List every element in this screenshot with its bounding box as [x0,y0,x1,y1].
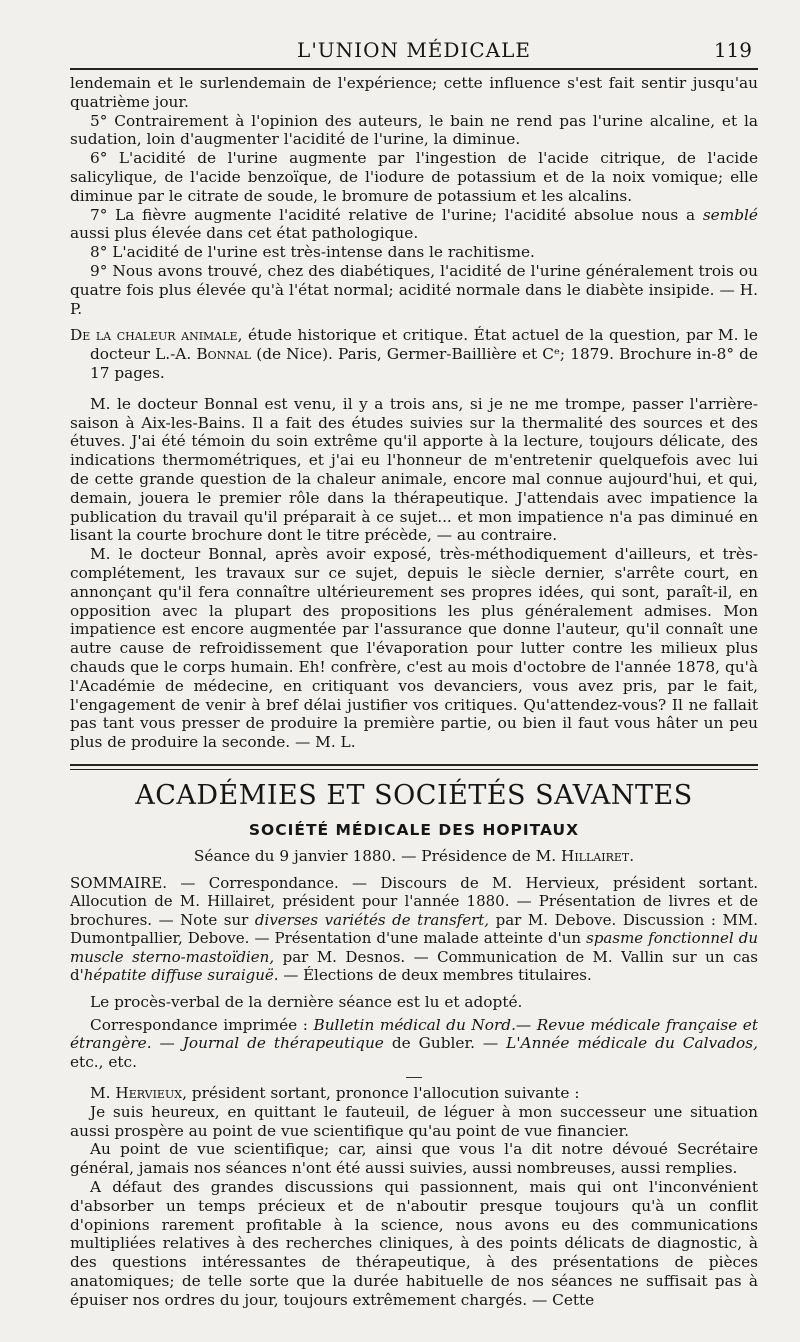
text-run: Séance du 9 janvier 1880. — Présidence de M. [193,846,557,865]
text-run: par M. Desnos. — Communication de M. Vallin sur un cas d' [70,947,758,985]
text-run: aussi plus élevée dans cet état pathologique. [70,224,419,243]
text-run: (de Nice). Paris, Germer-Baillière et Cᵉ; 1879. Brochure in-8° de 17 pages. [90,345,758,382]
text-run: — Élections de deux membres titulaires. [283,966,592,985]
text-run: par M. Debove. Discussion : MM. Dumontpallier, Debove. — Présentation d'une malade atteinte d'un [70,910,758,948]
sommaire [70,874,758,985]
paragraph: Au point de vue scientifique; car, ainsi que vous l'a dit notre dévoué Secrétaire général, jamais nos séances n'ont été aussi suivies, aussi nombreuses, aussi remplies. [70,1140,758,1178]
text-run: de Gubler. — [391,1034,499,1053]
president-name: Hillairet [560,846,630,865]
paragraph: Le procès-verbal de la dernière séance est lu et adopté. [90,992,523,1011]
text-run: — [159,1034,175,1053]
paragraph: A défaut des grandes discussions qui passionnent, mais qui ont l'inconvénient d'absorber un temps précieux et de n'aboutir presque toujours qu'à un conflit d'opinions rarement profitable à la science, nous avons eu des communications multipliées relatives à des recherches cliniques, à des points délicats de diagnostic, à des questions intéressantes de thérapeutique, à des présentations de pièces anatomiques; de telle sorte que la durée habituelle de nos séances ne suffisait pas à épuiser nos ordres du jour, toujours extrêmement chargés. — Cette [70,1178,758,1309]
session-line [70,847,758,865]
page-number: 119 [713,38,752,62]
italic-title: Bulletin médical du Nord.— Revue médicale française et étrangère. [70,1015,758,1053]
text-run: SOMMAIRE. — Correspondance. — Discours de M. Hervieux, président sortant. Allocution de M. Hillairet, président pour l'année 1880. — Présentation de livres et de brochures. — Note sur [70,873,758,929]
paragraph: 8° L'acidité de l'urine est très-intense dans le rachitisme. [90,243,535,262]
sommaire-text [70,874,758,985]
review-title [70,326,758,382]
paragraph: M. le docteur Bonnal est venu, il y a trois ans, si je ne me trompe, passer l'arrière-saison à Aix-les-Bains. Il a fait des études suivies sur la thermalité des sources et des étuves. J'ai été témoin du soin extrême qu'il apporte à la lecture, toujours délicate, des indications thermométriques, et j'ai eu l'honneur de m'entretenir quelquefois avec lui de cette grande question de la chaleur animale, encore mal connue aujourd'hui, et qui, demain, jouera le premier rôle dans la thérapeutique. J'attendais avec impatience la publication du travail qu'il préparait à ce sujet... et mon impatience n'a pas diminué en lisant la courte brochure dont le titre précède, — au contraire. [70,394,758,545]
paragraph [70,1016,758,1072]
header-rule [70,68,758,70]
paragraph [70,1084,758,1103]
section-rule [70,764,758,770]
text-run: . [629,846,635,865]
italic-title: Journal de thérapeutique [182,1034,384,1053]
italic-word: semblé [702,205,758,224]
italic-title: L'Année médicale du Calvados, [506,1034,758,1053]
speaker-name: M. Hervieux [90,1084,183,1103]
italic-title: hépatite diffuse suraiguë. [83,966,279,985]
paragraph: 5° Contrairement à l'opinion des auteurs, le bain ne rend pas l'urine alcaline, et la sudation, loin d'augmenter l'acidité de l'urine, la diminue. [70,111,758,149]
page-header [70,30,758,68]
paragraph: M. le docteur Bonnal, après avoir exposé, très-méthodiquement d'ailleurs, et très-complétement, les travaux sur ce sujet, depuis le siècle dernier, s'arrête court, en annonçant qu'il fera connaître ultérieurement ses propres idées, qui sont, paraît-il, en opposition avec la plupart des propositions les plus généralement admises. Mon impatience est encore augmentée par l'assurance que donne l'auteur, qu'il connaît une autre cause de refroidissement que l'évaporation pour lutter contre les milieux plus chauds que le corps humain. Eh! confrère, c'est au mois d'octobre de l'année 1878, qu'à l'Académie de médecine, en critiquant vos devanciers, vous avez pris, par le fait, l'engagement de venir à bref délai justifier vos critiques. Qu'attendez-vous? Il ne fallait pas tant vous presser de produire la première partie, ou bien il faut vous hâter un peu plus de produire la seconde. — M. L. [70,545,758,752]
paragraph: 9° Nous avons trouvé, chez des diabétiques, l'acidité de l'urine généralement trois ou quatre fois plus élevée qu'à l'état normal; acidité normale dans le diabète insipide. — H. P. [70,261,758,318]
running-title: L'UNION MÉDICALE [297,38,531,62]
society-title: SOCIÉTÉ MÉDICALE DES HOPITAUX [248,820,580,839]
paragraph [70,206,758,244]
text-run: etc., etc. [70,1053,137,1072]
italic-title: diverses variétés de transfert, [254,910,490,929]
author-name: Bonnal [196,345,252,364]
paragraph: lendemain et le surlendemain de l'expérience; cette influence s'est fait sentir jusqu'au quatrième jour. [70,74,758,111]
divider [406,1077,422,1078]
text-run: , étude historique et critique. État actuel de la question, par M. le docteur [90,326,758,364]
review-title-subject: la chaleur animale [95,326,238,345]
author-initials: L.-A. [155,345,192,364]
text-run: 7° La fièvre augmente l'acidité relative de l'urine; l'acidité absolue nous a [90,205,696,224]
paragraph: 6° L'acidité de l'urine augmente par l'ingestion de l'acide citrique, de l'acide salicylique, de l'acide benzoïque, de l'iodure de potassium et de la noix vomique; elle diminue par le citrate de soude, le bromure de potassium et les alcalins. [70,149,758,205]
paragraph: Je suis heureux, en quittant le fauteuil, de léguer à mon successeur une situation aussi prospère au point de vue scientifique qu'au point de vue financier. [70,1102,758,1140]
text-run: , président sortant, prononce l'allocution suivante : [182,1084,580,1103]
section-title: ACADÉMIES ET SOCIÉTÉS SAVANTES [135,779,693,811]
text-run: Correspondance imprimée : [90,1015,308,1034]
review-title-de: De [70,326,91,345]
italic-title: spasme fonctionnel du muscle sterno-mastoïdien, [70,929,758,966]
